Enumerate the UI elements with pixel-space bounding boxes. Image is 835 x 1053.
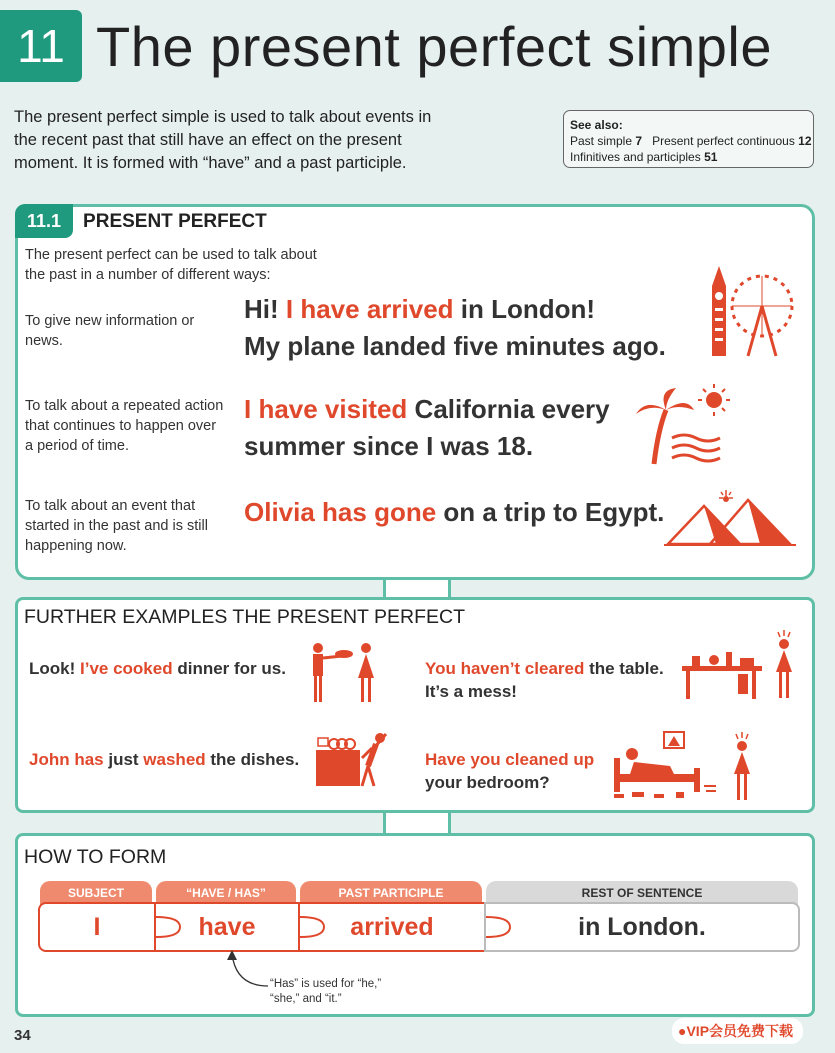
messy-bedroom-icon (610, 728, 760, 802)
example-sentence (244, 494, 664, 531)
section-title: FURTHER EXAMPLES THE PRESENT PERFECT (24, 606, 466, 628)
see-also-item[interactable]: Infinitives and participles (570, 150, 705, 164)
puzzle-tabs (152, 912, 512, 942)
highlight-verb: I have visited (244, 394, 408, 424)
usage-description: To talk about an event that started in the past and is still happening now. (25, 498, 208, 554)
palm-tree-beach-icon (636, 380, 736, 468)
puzzle-piece-rest-of-sentence: in London. (484, 902, 800, 952)
highlight-verb: You haven’t cleared (425, 659, 585, 678)
example-sentence (29, 748, 299, 771)
sentence-part: the dishes. (205, 750, 300, 769)
example-sentence (244, 391, 610, 465)
sentence-part: California every (407, 394, 610, 424)
sentence-part: It’s a mess! (425, 682, 517, 701)
example-sentence (425, 748, 594, 794)
example-sentence (29, 657, 286, 680)
section-number: 11.1 (15, 204, 73, 238)
chat-bubble-icon: ●​ (678, 1023, 687, 1039)
column-header-have-has: “HAVE / HAS” (156, 881, 296, 905)
see-also-box (563, 110, 814, 168)
big-ben-and-london-eye-icon (700, 262, 800, 360)
has-usage-note: “Has” is used for “he,” “she,” and “it.” (270, 978, 382, 1005)
washing-dishes-icon (314, 730, 394, 788)
sentence-part: My plane landed five minutes ago. (244, 331, 666, 361)
see-also-item[interactable]: Past simple (570, 134, 636, 148)
sentence-part: just (103, 750, 144, 769)
watermark (672, 1018, 803, 1044)
see-also-num: 7 (635, 134, 643, 148)
highlight-verb: Olivia has gone (244, 497, 437, 527)
messy-table-icon (680, 628, 804, 702)
section-tab (15, 204, 267, 238)
section-intro: The present perfect can be used to talk about the past in a number of different ways: (25, 247, 317, 283)
column-header-subject: SUBJECT (40, 881, 152, 905)
chapter-number: 11 (0, 10, 82, 82)
section-title: PRESENT PERFECT (83, 211, 267, 232)
usage-description: To talk about a repeated action that continues to happen over a period of time. (25, 398, 224, 454)
usage-description: To give new information or news. (25, 313, 195, 349)
column-header-past-participle: PAST PARTICIPLE (300, 881, 482, 905)
see-also-label: See also: (570, 118, 623, 132)
sentence-part: Look! (29, 659, 80, 678)
see-also-num: 12 (798, 134, 812, 148)
highlight-verb: Have you cleaned up (425, 750, 595, 769)
highlight-verb: I have arrived (285, 294, 454, 324)
highlight-verb: washed (143, 750, 206, 769)
column-header-rest-of-sentence: REST OF SENTENCE (486, 881, 798, 905)
example-sentence (244, 291, 666, 365)
puzzle-piece-past-participle: arrived (298, 902, 486, 952)
puzzle-piece-have: have (154, 902, 300, 952)
watermark-text: VIP会员免费下载 (686, 1023, 794, 1039)
highlight-verb: I’ve cooked (80, 659, 173, 678)
sentence-part: summer since I was 18. (244, 431, 534, 461)
section-title: HOW TO FORM (24, 846, 167, 868)
cooking-dinner-icon (308, 636, 380, 704)
puzzle-piece-subject: I (38, 902, 156, 952)
example-sentence (425, 657, 664, 703)
sentence-part: in London! (453, 294, 596, 324)
sentence-part: the table. (584, 659, 664, 678)
see-also-item[interactable]: Present perfect continuous (652, 134, 799, 148)
highlight-verb: John has (29, 750, 104, 769)
sentence-part: on a trip to Egypt. (436, 497, 665, 527)
sentence-part: dinner for us. (172, 659, 286, 678)
intro-text: The present perfect simple is used to talk about events in the recent past that still have an effect on the present moment. It is formed with “have” and a past participle. (14, 108, 432, 172)
see-also-num: 51 (704, 150, 718, 164)
pyramids-icon (664, 488, 798, 548)
page-title: The present perfect simple (96, 15, 772, 78)
page-number: 34 (14, 1027, 31, 1044)
sentence-part: Hi! (244, 294, 286, 324)
sentence-part: your bedroom? (425, 773, 550, 792)
